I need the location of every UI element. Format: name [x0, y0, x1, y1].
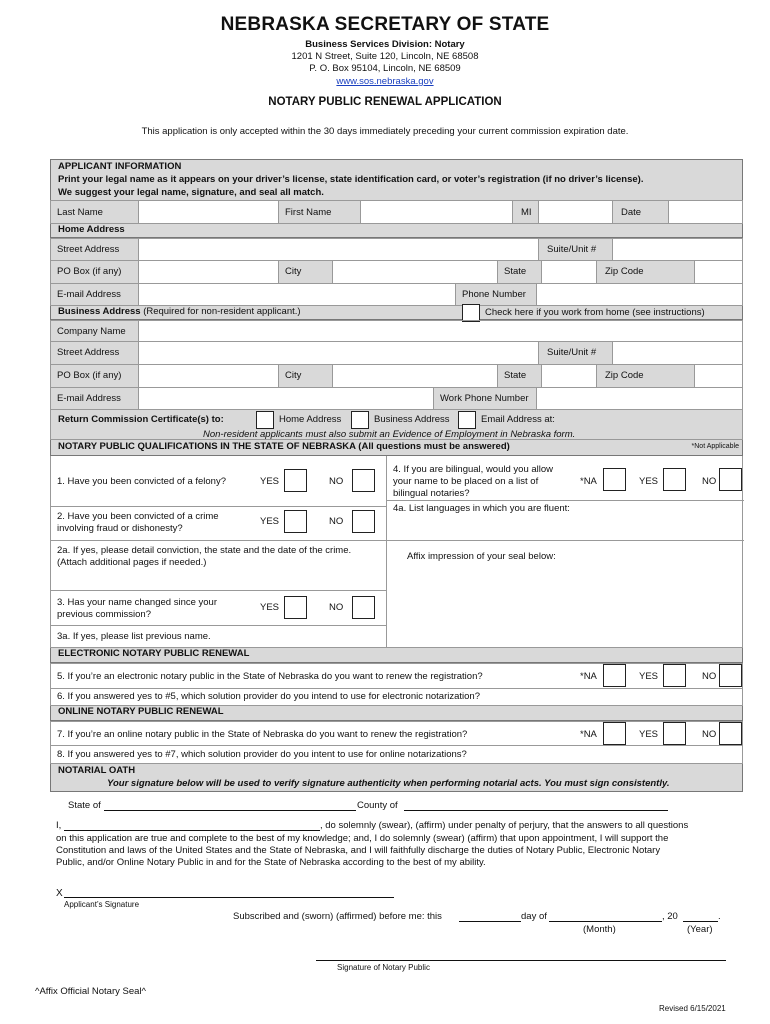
subscribed-day-field[interactable] — [459, 911, 521, 922]
question-2-line2: involving fraud or dishonesty? — [57, 523, 183, 534]
month-caption: (Month) — [583, 924, 616, 935]
home-zip-input[interactable] — [695, 261, 743, 283]
q2-no-checkbox[interactable] — [352, 510, 375, 533]
day-of-label: day of — [521, 911, 547, 922]
q5-yes-checkbox[interactable] — [663, 664, 686, 687]
applicant-instruction-1: Print your legal name as it appears on your driver’s license, state identification card, or voter’s registration (if no driver’s license). — [58, 174, 644, 185]
name-row — [50, 200, 743, 224]
q7-na-label: *NA — [580, 729, 597, 740]
business-street-label: Street Address — [57, 347, 120, 358]
question-3a: 3a. If yes, please list previous name. — [57, 631, 211, 642]
q1-yes-checkbox[interactable] — [284, 469, 307, 492]
business-suite-input[interactable] — [613, 342, 743, 364]
q2-yes-label: YES — [260, 516, 280, 527]
street-address: 1201 N Street, Suite 120, Lincoln, NE 68508 — [291, 51, 479, 62]
business-address-section — [50, 306, 743, 320]
company-row — [50, 320, 743, 342]
question-4a: 4a. List languages in which you are fluent: — [393, 503, 570, 514]
q7-no-label: NO — [702, 729, 717, 740]
home-email-input[interactable] — [139, 284, 456, 305]
applicant-signature-label: Applicant’s Signature — [64, 900, 140, 909]
home-street-label: Street Address — [57, 244, 120, 255]
question-8-row — [50, 746, 743, 764]
mi-label: MI — [521, 207, 532, 218]
oath-text-line1: , do solemnly (swear), (affirm) under penalty of perjury, that the answers to all questions — [320, 820, 689, 831]
application-note: This application is only accepted within the 30 days immediately preceding your current commission expiration date. — [141, 126, 629, 137]
return-commission-label: Return Commission Certificate(s) to: — [58, 414, 224, 425]
notary-signature-field[interactable] — [316, 950, 726, 961]
oath-name-field[interactable] — [64, 820, 320, 831]
qualifications-heading-bar — [50, 440, 743, 456]
qualifications-heading: NOTARY PUBLIC QUALIFICATIONS IN THE STATE OF NEBRASKA (All questions must be answered) — [58, 441, 510, 452]
year-caption: (Year) — [687, 924, 713, 935]
first-name-input[interactable] — [361, 201, 513, 223]
oath-text-line4: Public, and/or Online Notary Public in and for the State of Nebraska according to the best of my ability. — [56, 857, 486, 868]
home-state-label: State — [504, 266, 527, 277]
applicant-signature-field[interactable] — [64, 888, 394, 898]
phone-input[interactable] — [537, 284, 743, 305]
question-2a-line2: (Attach additional pages if needed.) — [57, 557, 207, 568]
q3-no-label: NO — [329, 602, 344, 613]
online-heading: ONLINE NOTARY PUBLIC RENEWAL — [50, 706, 743, 721]
last-name-label: Last Name — [57, 207, 103, 218]
application-title: NOTARY PUBLIC RENEWAL APPLICATION — [268, 96, 502, 108]
subscribed-month-field[interactable] — [549, 911, 662, 922]
business-state-label: State — [504, 370, 527, 381]
question-7: 7. If you’re an online notary public in the State of Nebraska do you want to renew the registration? — [57, 729, 468, 740]
question-4-line3: bilingual notaries? — [393, 488, 470, 499]
q4-yes-checkbox[interactable] — [663, 468, 686, 491]
q5-yes-label: YES — [639, 671, 659, 682]
q3-yes-checkbox[interactable] — [284, 596, 307, 619]
home-address-heading: Home Address — [50, 224, 743, 238]
po-box-address: P. O. Box 95104, Lincoln, NE 68509 — [309, 63, 461, 74]
q5-no-checkbox[interactable] — [719, 664, 742, 687]
oath-text-line3: Constitution and laws of the United States and the State of Nebraska, and I will faithfully discharge the duties of Notary Public, Electronic Notary — [56, 845, 661, 856]
q2-yes-checkbox[interactable] — [284, 510, 307, 533]
q1-yes-label: YES — [260, 476, 280, 487]
electronic-heading: ELECTRONIC NOTARY PUBLIC RENEWAL — [50, 648, 743, 663]
applicant-info-section — [50, 159, 743, 200]
business-address-note: (Required for non-resident applicant.) — [143, 306, 301, 317]
notary-signature-label: Signature of Notary Public — [337, 963, 430, 972]
return-home-checkbox[interactable] — [256, 411, 274, 429]
question-6-row — [50, 689, 743, 706]
return-home-label: Home Address — [279, 414, 342, 425]
business-street-row — [50, 342, 743, 365]
mi-input[interactable] — [539, 201, 613, 223]
question-2a-line1: 2a. If yes, please detail conviction, the state and the date of the crime. — [57, 545, 352, 556]
home-city-input[interactable] — [333, 261, 498, 283]
county-of-field[interactable] — [404, 800, 668, 811]
home-email-row — [50, 284, 743, 306]
return-email-label: Email Address at: — [481, 414, 555, 425]
question-2-line1: 2. Have you been convicted of a crime — [57, 511, 219, 522]
last-name-input[interactable] — [139, 201, 279, 223]
return-email-checkbox[interactable] — [458, 411, 476, 429]
state-of-label: State of — [68, 800, 101, 811]
phone-label: Phone Number — [462, 289, 526, 300]
oath-warning: Your signature below will be used to verify signature authenticity when performing notarial acts. You must sign consistently. — [107, 778, 670, 789]
q1-no-label: NO — [329, 476, 344, 487]
return-business-label: Business Address — [374, 414, 450, 425]
question-6: 6. If you answered yes to #5, which solution provider do you intend to use for electronic notarization? — [57, 691, 480, 702]
revised-date: Revised 6/15/2021 — [659, 1004, 726, 1013]
home-pobox-input[interactable] — [139, 261, 279, 283]
q4-no-label: NO — [702, 476, 717, 487]
qualifications-block — [50, 456, 743, 648]
q4-yes-label: YES — [639, 476, 659, 487]
q1-no-checkbox[interactable] — [352, 469, 375, 492]
question-4-line2: your name to be placed on a list of — [393, 476, 539, 487]
q2-no-label: NO — [329, 516, 344, 527]
business-pobox-input[interactable] — [139, 365, 279, 387]
home-zip-label: Zip Code — [605, 266, 644, 277]
home-city-label: City — [285, 266, 302, 277]
business-suite-label: Suite/Unit # — [547, 347, 597, 358]
home-pobox-row — [50, 261, 743, 284]
state-of-field[interactable] — [104, 800, 356, 811]
q7-yes-checkbox[interactable] — [663, 722, 686, 745]
question-1: 1. Have you been convicted of a felony? — [57, 476, 227, 487]
business-email-row — [50, 388, 743, 410]
applicant-info-heading: APPLICANT INFORMATION — [58, 161, 182, 172]
business-pobox-label: PO Box (if any) — [57, 370, 122, 381]
website-link[interactable]: www.sos.nebraska.gov — [336, 76, 434, 87]
not-applicable-note: *Not Applicable — [691, 443, 739, 450]
business-state-input[interactable] — [542, 365, 597, 387]
question-7-row — [50, 721, 743, 746]
work-from-home-label: Check here if you work from home (see instructions) — [485, 307, 705, 318]
company-input[interactable] — [139, 321, 743, 341]
q7-yes-label: YES — [639, 729, 659, 740]
affix-seal-label: ^Affix Official Notary Seal^ — [35, 986, 146, 997]
business-email-input[interactable] — [139, 388, 434, 409]
question-3-line2: previous commission? — [57, 609, 151, 620]
applicant-instruction-2: We suggest your legal name, signature, and seal all match. — [58, 187, 324, 198]
oath-text-line2: on this application are true and complete to the best of my knowledge; and, I do solemnly (swear) (affirm) that upon appointment, I will support the — [56, 833, 669, 844]
oath-i-label: I, — [56, 820, 62, 831]
page-title: NEBRASKA SECRETARY OF STATE — [220, 14, 550, 35]
business-pobox-row — [50, 365, 743, 388]
business-zip-label: Zip Code — [605, 370, 644, 381]
return-business-checkbox[interactable] — [351, 411, 369, 429]
oath-section — [50, 764, 743, 792]
home-state-input[interactable] — [542, 261, 597, 283]
home-suite-label: Suite/Unit # — [547, 244, 597, 255]
year-prefix: , 20 — [662, 911, 678, 922]
subscribed-year-field[interactable] — [683, 911, 718, 922]
company-label: Company Name — [57, 326, 126, 337]
signature-x: X — [56, 888, 63, 899]
business-email-label: E-mail Address — [57, 393, 121, 404]
business-zip-input[interactable] — [695, 365, 743, 387]
q4-na-checkbox[interactable] — [603, 468, 626, 491]
county-of-label: County of — [357, 800, 398, 811]
q5-na-checkbox[interactable] — [603, 664, 626, 687]
home-pobox-label: PO Box (if any) — [57, 266, 122, 277]
business-address-heading: Business Address — [58, 306, 141, 317]
oath-heading: NOTARIAL OATH — [58, 765, 136, 776]
question-8: 8. If you answered yes to #7, which solution provider do you intent to use for online notarizations? — [57, 749, 467, 760]
q5-na-label: *NA — [580, 671, 597, 682]
work-phone-input[interactable] — [537, 388, 743, 409]
date-label: Date — [621, 207, 642, 218]
home-suite-input[interactable] — [613, 239, 743, 260]
q4-na-label: *NA — [580, 476, 597, 487]
business-city-label: City — [285, 370, 302, 381]
business-city-input[interactable] — [333, 365, 498, 387]
home-street-row — [50, 238, 743, 261]
subscribed-text: Subscribed and (sworn) (affirmed) before me: this — [233, 911, 442, 922]
q7-na-checkbox[interactable] — [603, 722, 626, 745]
work-phone-label: Work Phone Number — [440, 393, 529, 404]
question-3-line1: 3. Has your name changed since your — [57, 597, 218, 608]
question-5-row — [50, 663, 743, 689]
division-name: Business Services Division: Notary — [305, 39, 465, 50]
question-5: 5. If you’re an electronic notary public in the State of Nebraska do you want to renew the registration? — [57, 671, 483, 682]
date-input[interactable] — [669, 201, 743, 223]
home-email-label: E-mail Address — [57, 289, 121, 300]
seal-instruction: Affix impression of your seal below: — [407, 551, 556, 562]
q5-no-label: NO — [702, 671, 717, 682]
q3-yes-label: YES — [260, 602, 280, 613]
q4-no-checkbox[interactable] — [719, 468, 742, 491]
q3-no-checkbox[interactable] — [352, 596, 375, 619]
business-street-input[interactable] — [139, 342, 539, 364]
question-4-line1: 4. If you are bilingual, would you allow — [393, 464, 554, 475]
nonresident-note: Non-resident applicants must also submit an Evidence of Employment in Nebraska form. — [203, 429, 576, 440]
home-street-input[interactable] — [139, 239, 539, 260]
q7-no-checkbox[interactable] — [719, 722, 742, 745]
return-commission-row — [50, 410, 743, 440]
first-name-label: First Name — [285, 207, 332, 218]
